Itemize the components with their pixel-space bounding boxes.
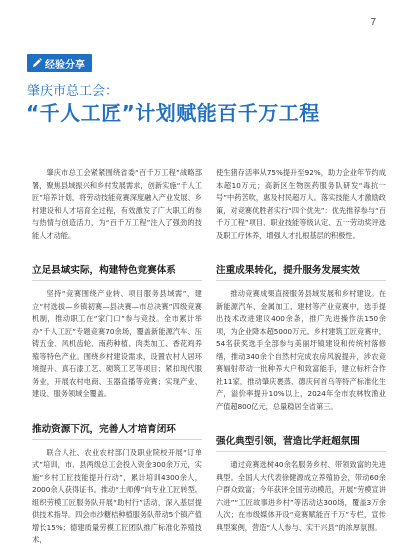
- section-heading-3: 注重成果转化，提升服务发展实效: [216, 265, 360, 276]
- section-paragraph-3: 推动竞赛成果直接服务县域发展和乡村建设。在新能源汽车、金属加工、建材等产业竞赛中，选手提出技术改进建议400余条，推广先进操作法150余项，为企业降本超5000万元。乡村建筑工匠竞赛中，54名获奖选手全部参与美丽圩镇建设和传统村落修缮，推动340余个自然村完成农房风貌提升，涉农竞赛辐射带动一批种养大户和致富能手，建立标杆合作社11家，推动肇庆裹蒸、德庆何首乌等特产标准化生产，溢价率提升10%以上，2024年全市农林牧渔业产值超800亿元，总量稳居全省第三。: [216, 289, 386, 411]
- section-divider: [216, 451, 386, 452]
- section-heading-1: 立足县域实际，构建特色竞赛体系: [32, 265, 176, 276]
- section-paragraph-2: 联合人社、农业农村部门及职业院校开展“订单式”培训，市、县两级总工会投入资金300余万元，实施“乡村工匠技能提升行动”，累计培训4300余人，2000余人获得证书。推动“土师傅”向专业工匠转型。组织劳模工匠服务队开展“助村行”活动，深入基层提供技术指导。四会市沙糖桔种植服务队带动5个镇产值增长15%；德建质量劳模工匠团队推广标准化养殖技术，: [32, 447, 202, 544]
- page-number: 7: [370, 17, 376, 28]
- section-paragraph-4: 通过竞赛选树40余名服务乡村、带领致富的先进典型。全国人大代表徐健源成立养殖协会，带动60余户群众致富；今年获评全国劳动模范，开展“劳模宣讲六进”“工匠故事进乡村”等活动达300场，覆盖3万余人次；在市级媒体开设“竞赛赋能百千万”专栏，宣传典型案例，营造“人人参与、实干兴县”的浓厚氛围。: [216, 460, 386, 532]
- section-divider: [32, 280, 202, 281]
- left-column: [32, 167, 202, 547]
- section-badge: [27, 54, 92, 72]
- section-divider: [216, 280, 386, 281]
- intro-paragraph: 肇庆市总工会紧紧围绕省委“百千万工程”战略部署，聚焦县域振兴和乡村发展需求，创新实施“千人工匠”培养计划，将劳动技能竞赛深度融入产业发展、乡村建设和人才培育全过程，有效激发了广大职工的参与热情与创造活力，为“百千万工程”注入了强劲的技能人才动能。: [32, 168, 202, 240]
- section-paragraph-1: 坚持“竞赛围绕产业转、项目服务县域需”，建立“村选拔—乡镇初赛—县决赛—市总决赛”四级竞赛机制，推动职工在“家门口”参与竞技。全市累计举办“千人工匠”专题竞赛70余场，覆盖新能源汽车、压铸五金、风机齿轮、南药种植、肉类加工、香花鸡养殖等特色产业。围绕乡村建设需求，设置农村人居环境提升、真石漆工艺、砌筑工艺等项目；紧扣现代服务业，开展农村电商、玉器直播等竞赛；实现产业、建设、服务领域全覆盖。: [32, 289, 202, 398]
- section-divider: [32, 439, 202, 440]
- badge-label: 经验分享: [45, 59, 85, 71]
- right-column: [216, 167, 386, 534]
- article-org: 肇庆市总工会：: [27, 84, 119, 99]
- section-heading-4: 强化典型引领，营造比学赶超氛围: [216, 436, 360, 447]
- continued-paragraph: 使生猪存活率从75%提升至92%，助力企业年节约成本超10万元；高新区生物医药服务队研发“毒抗一号”中药苦吹，惠及村民超万人。落实技能人才激励政策，对竞赛优胜者实行“四个优先”：优先推荐参与“百千万工程”项目、职业技能等级认定、五一劳动奖评选及职工疗休养，增强人才扎根基层的积极性。: [216, 168, 386, 240]
- article-title: “千人工匠”计划赋能百千万工程: [26, 101, 320, 125]
- section-heading-2: 推动资源下沉，完善人才培育闭环: [32, 423, 176, 435]
- pencil-icon: [32, 58, 42, 68]
